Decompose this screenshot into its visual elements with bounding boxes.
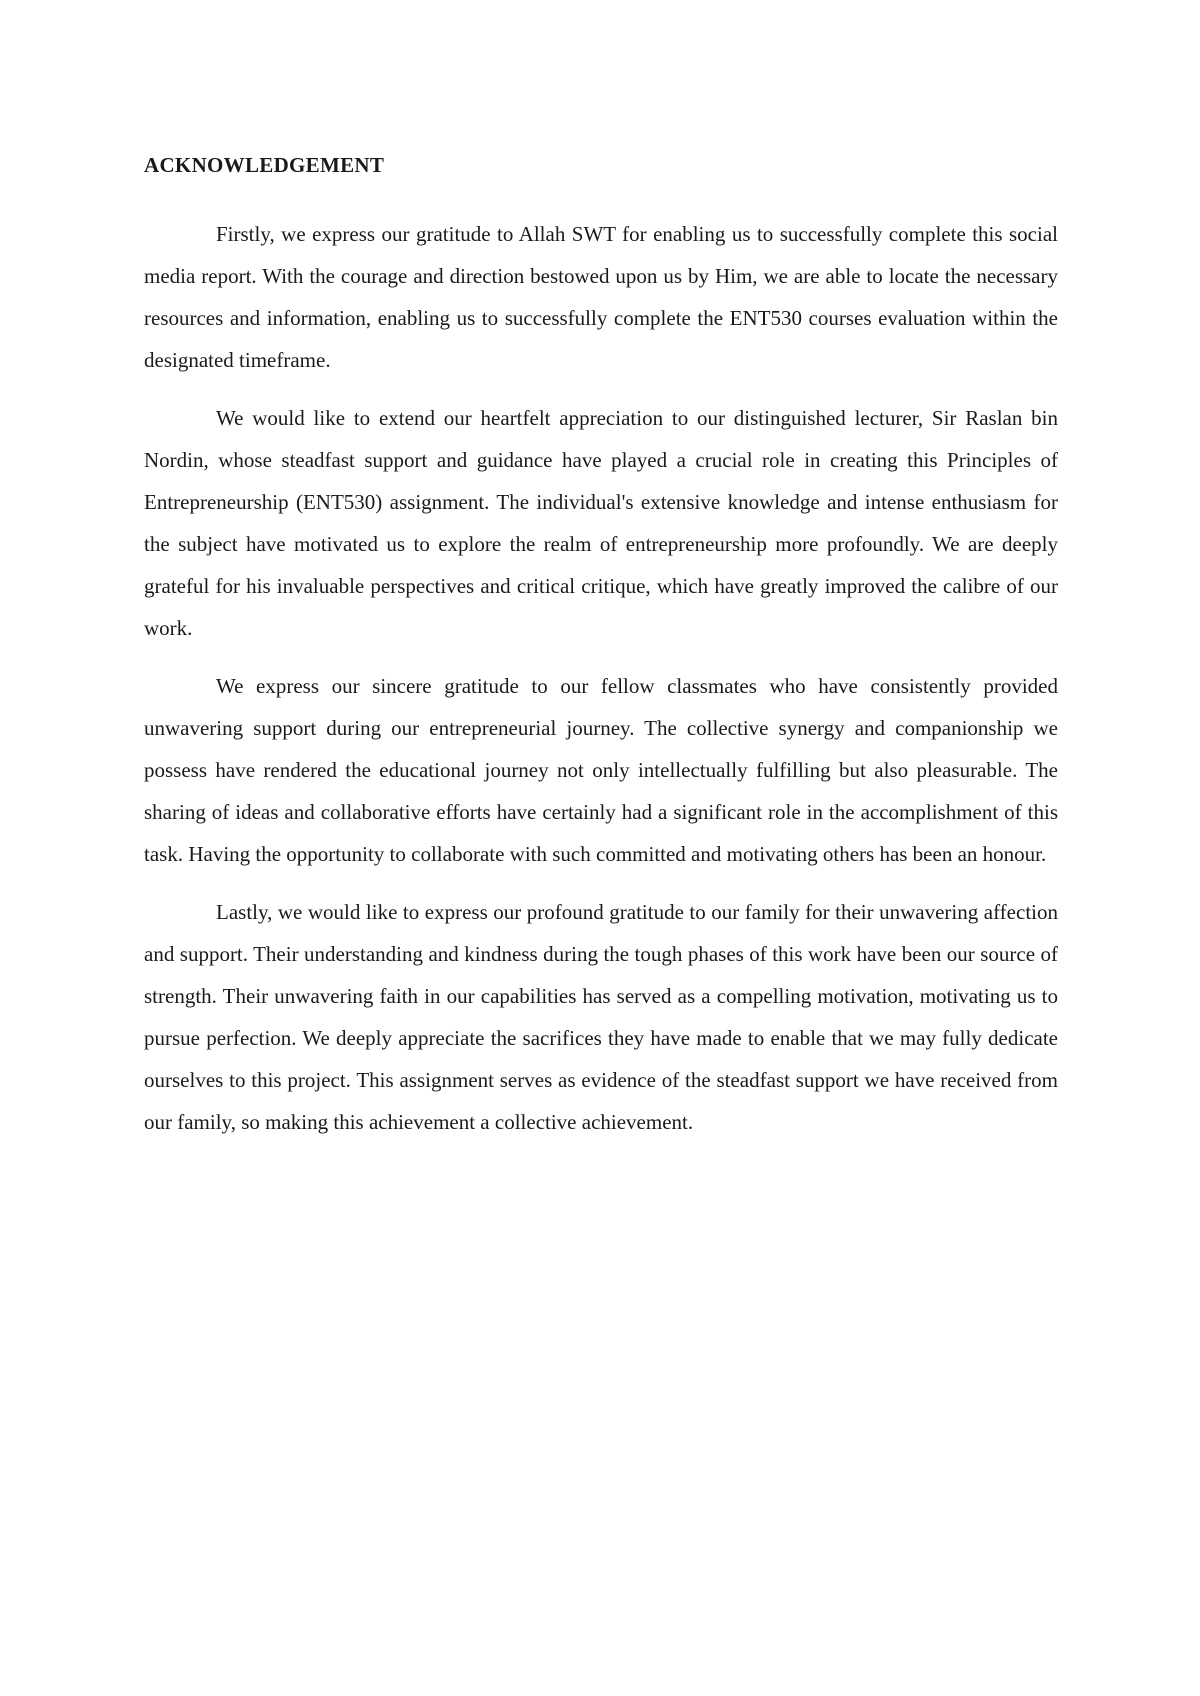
paragraph-family: Lastly, we would like to express our profound gratitude to our family for their unwavering affection and support. Their understanding and kindness during the tough phases of this work have been our source of strength. Their unwavering faith in our capabilities has served as a compelling motivation, motivating us to pursue perfection. We deeply appreciate the sacrifices they have made to enable that we may fully dedicate ourselves to this project. This assignment serves as evidence of the steadfast support we have received from our family, so making this achievement a collective achievement. <box>144 900 1058 1134</box>
paragraph-gratitude-allah: Firstly, we express our gratitude to Allah SWT for enabling us to successfully complete this social media report. With the courage and direction bestowed upon us by Him, we are able to locate the necessary resources and information, enabling us to successfully complete the ENT530 courses evaluation within the designated timeframe. <box>144 222 1058 372</box>
page-title: ACKNOWLEDGEMENT <box>144 153 385 177</box>
document-body <box>144 151 1058 1159</box>
paragraph-classmates: We express our sincere gratitude to our fellow classmates who have consistently provided unwavering support during our entrepreneurial journey. The collective synergy and companionship we possess have rendered the educational journey not only intellectually fulfilling but also pleasurable. The sharing of ideas and collaborative efforts have certainly had a significant role in the accomplishment of this task. Having the opportunity to collaborate with such committed and motivating others has been an honour. <box>144 674 1058 866</box>
paragraph-lecturer: We would like to extend our heartfelt appreciation to our distinguished lecturer, Sir Raslan bin Nordin, whose steadfast support and guidance have played a crucial role in creating this Principles of Entrepreneurship (ENT530) assignment. The individual's extensive knowledge and intense enthusiasm for the subject have motivated us to explore the realm of entrepreneurship more profoundly. We are deeply grateful for his invaluable perspectives and critical critique, which have greatly improved the calibre of our work. <box>144 406 1058 640</box>
